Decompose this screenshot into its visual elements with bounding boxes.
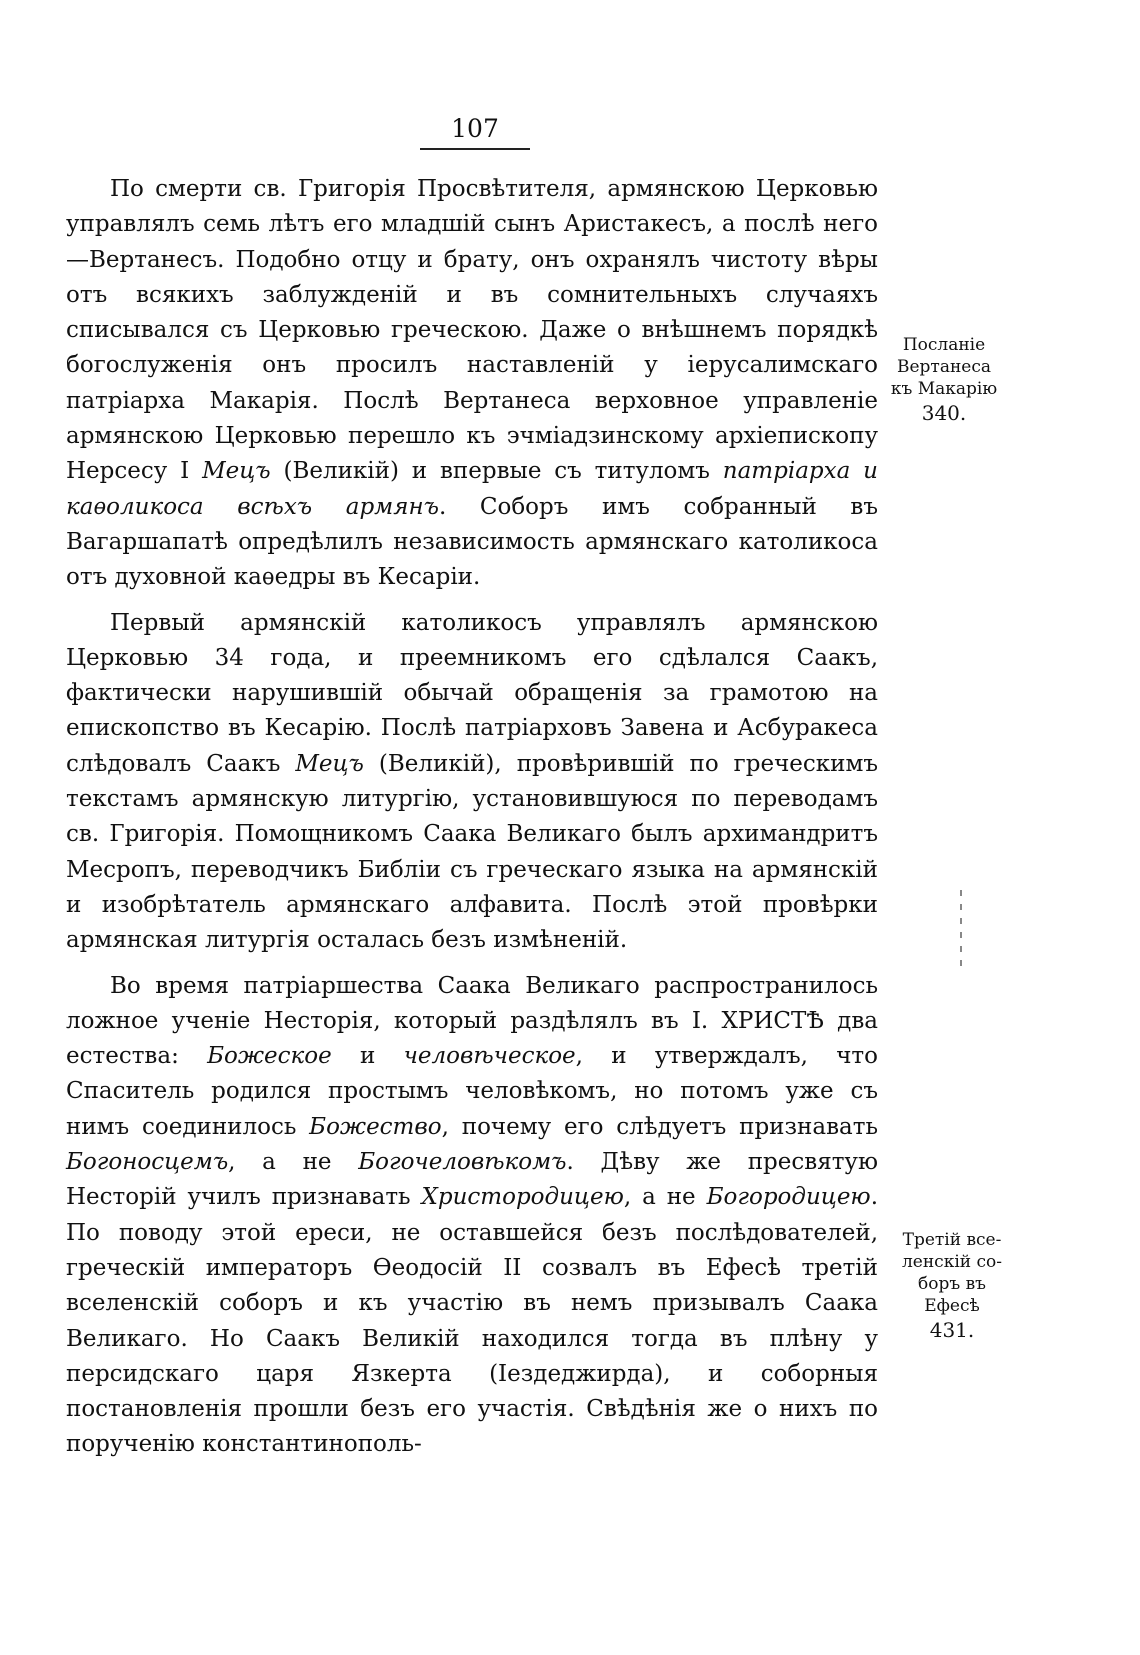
italic-text-run: Христородицею — [421, 1184, 624, 1211]
margin-note-line: къ Макарію — [890, 379, 998, 399]
text-run: Во время патріаршества Саака Великаго распространилось ложное ученіе Несторія, который раздѣлялъ въ I. ХРИСТѢ два естества: — [66, 972, 878, 1070]
italic-text-run: Божество — [309, 1113, 442, 1140]
text-run: , а не — [623, 1184, 707, 1211]
text-run: Первый армянскій католикосъ управлялъ армянскою Церковью 34 года, и преемникомъ его сдѣлался Саакъ, фактически нарушившій обычай обращенія за грамотою на епископство въ Кесарію. Послѣ патріарховъ Завена и Асбуракеса слѣдовалъ Саакъ — [66, 609, 878, 777]
paragraph-2 — [66, 606, 878, 959]
italic-text-run: Мецъ — [202, 458, 271, 485]
margin-note-line: боръ въ — [918, 1274, 986, 1294]
italic-text-run: Мецъ — [295, 750, 364, 777]
margin-note-line: Ефесѣ — [924, 1296, 980, 1316]
italic-text-run: человѣческое — [403, 1043, 576, 1070]
margin-note-council-ephesus — [888, 1229, 1016, 1341]
text-run: . Дѣву же пресвятую Несторій училъ признавать — [66, 1149, 878, 1211]
margin-stray-mark — [960, 890, 962, 972]
margin-note-year: 431. — [929, 1318, 975, 1342]
text-run: По смерти св. Григорія Просвѣтителя, армянскою Церковью управлялъ семь лѣтъ его младшій сынъ Аристакесъ, а послѣ него—Вертанесъ. Подобно отцу и брату, онъ охранялъ чистоту вѣры отъ всякихъ заблужденій и въ сомнительныхъ случаяхъ списывался съ Церковью греческою. Даже о внѣшнемъ порядкѣ богослуженія онъ просилъ наставленій у іерусалимскаго патріарха Макарія. Послѣ Вертанеса верховное управленіе армянскою Церковью перешло къ эчміадзинскому архіепископу Нерсесу I — [66, 176, 878, 485]
italic-text-run: патріарха и каѳоликоса всѣхъ армянъ — [66, 458, 878, 520]
text-run: , и утверждалъ, что Спаситель родился простымъ человѣкомъ, но потомъ уже съ нимъ соединилось — [66, 1043, 878, 1140]
page-number: 107 — [420, 112, 530, 150]
text-run: (Великій) и впервые съ титуломъ — [270, 458, 723, 485]
paragraph-1 — [66, 172, 878, 596]
margin-note-line: Вертанеса — [896, 357, 992, 377]
italic-text-run: Богочеловѣкомъ — [358, 1149, 567, 1176]
italic-text-run: Богородицею — [706, 1184, 871, 1211]
margin-note-vertanes-letter — [886, 334, 1002, 424]
margin-note-line: ленскій со- — [901, 1252, 1002, 1272]
italic-text-run: Богоносцемъ — [66, 1149, 229, 1176]
margin-note-line: Посланіе — [902, 335, 986, 355]
body-text — [66, 172, 878, 1463]
paragraph-3 — [66, 969, 878, 1463]
text-run: , а не — [228, 1149, 359, 1176]
text-run: и — [331, 1043, 404, 1070]
text-run: . Соборъ имъ собранный въ Вагаршапатѣ опредѣлилъ независимость армянскаго католикоса отъ духовной каѳедры въ Кесаріи. — [66, 493, 878, 591]
margin-note-line: Третій все- — [902, 1230, 1002, 1250]
text-run: , почему его слѣдуетъ признавать — [441, 1113, 879, 1140]
margin-note-year: 340. — [921, 401, 967, 425]
text-run: (Великій), провѣрившій по греческимъ текстамъ армянскую литургію, установившуюся по переводамъ св. Григорія. Помощникомъ Саака Великаго былъ архимандритъ Месропъ, переводчикъ Библіи съ греческаго языка на армянскій и изобрѣтатель армянскаго алфавита. Послѣ этой провѣрки армянская литургія осталась безъ измѣненій. — [66, 750, 878, 954]
text-run: . По поводу этой ереси, не оставшейся безъ послѣдователей, греческій императоръ Ѳеодосій II созвалъ въ Ефесѣ третій вселенскій соборъ и къ участію въ немъ призывалъ Саака Великаго. Но Саакъ Великій находился тогда въ плѣну у персидскаго царя Язкерта (Іездеджирда), и соборныя постановленія прошли безъ его участія. Свѣдѣнія же о нихъ по порученію константинополь- — [66, 1184, 878, 1458]
italic-text-run: Божеское — [207, 1043, 332, 1070]
